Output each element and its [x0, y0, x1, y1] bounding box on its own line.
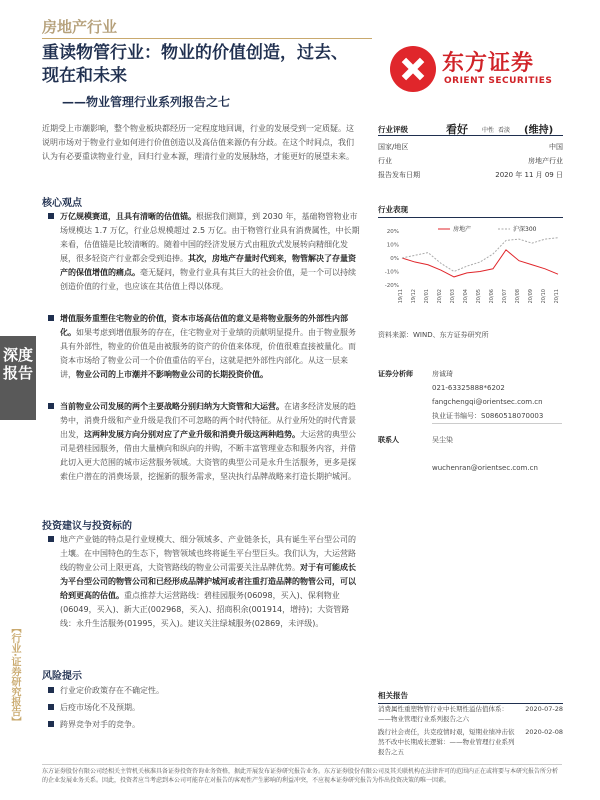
analyst-name: 房诚琦	[432, 370, 453, 378]
bullet-marker	[48, 403, 54, 409]
header-divider	[42, 38, 372, 39]
series-line-1	[402, 238, 558, 272]
series-line-0	[402, 250, 558, 277]
rating-bearish: 看淡	[498, 127, 511, 134]
bullet-lead: 增值服务重塑住宅物业的价值，资本市场高估值的意义是将物业服务的外部性内部化。	[60, 314, 348, 337]
invest-tail: 重点推荐大运营路线：碧桂园服务(06098，买入)、保利物业(06049，买入)、新大正(002968，买入)、招商积余(001914，增持)；大资管路线：永升生活服务(01995，买入)。建议关注绿城服务(02869，未评级)。	[60, 591, 350, 628]
info-row: 报告发布日期 2020 年 11 月 09 日	[378, 171, 563, 179]
x-tick-label: 20/11	[554, 289, 560, 304]
analyst-email: fangchengqi@orientsec.com.cn	[432, 398, 543, 406]
report-type-tab: 深度报告	[0, 336, 36, 420]
analyst-phone: 021-63325888*6202	[432, 384, 505, 392]
bullet-marker	[48, 213, 54, 219]
bullet-bold: 物业公司的上市潮并不影响物业公司的长期投资价值。	[76, 370, 268, 379]
core-bullet-2	[48, 312, 360, 382]
related-report[interactable]: 践行社会责任，共克疫情时艰，短期业绩冲击依然不改中长期成长逻辑：——物业管理行业系列报告之五 2020-02-08	[378, 728, 563, 756]
bullet-tail: 大运营的典型公司是碧桂园服务，借由大量横向和纵向的并购，不断丰富管理业态和服务内容，并借此切入更大范围的城市运营服务领域。大资管的典型公司是永升生活服务，更多是探索住户潜在的消费场景，挖掘新的服务需求，坚决执行品牌战略来打造长期护城河。	[60, 430, 356, 481]
report-title: 重读物管行业：物业的价值创造，过去、现在和未来	[42, 43, 348, 86]
rating-value: 看好	[446, 123, 468, 136]
invest-bold: 对于有可能成长为平台型公司的物管公司和已经形成品牌护城河或者注重打造品牌的物管公司，可以给到更高的估值。	[60, 563, 356, 600]
core-bullet-3	[48, 400, 360, 484]
x-tick-label: 20/03	[450, 289, 456, 304]
info-row: 行业 房地产行业	[378, 157, 563, 165]
category-label: 房地产行业	[42, 18, 118, 36]
bullet-lead: 万亿规模赛道，且具有清晰的估值锚。	[60, 212, 196, 221]
x-tick-label: 20/10	[541, 289, 547, 304]
rating-neutral: 中性	[482, 127, 495, 134]
bullet-bold: 其次，房地产存量时代到来，物管解决了存量资产的保值增值的痛点。	[60, 254, 356, 277]
report-side-strip: 【行业·证券研究报告】	[9, 623, 20, 727]
bullet-marker	[48, 536, 54, 542]
x-tick-label: 20/08	[515, 289, 521, 304]
x-tick-label: 19/11	[398, 289, 404, 304]
chart-source: 资料来源：WIND、东方证券研究所	[378, 331, 489, 339]
perf-title: 行业表现	[378, 204, 563, 218]
x-tick-label: 20/05	[476, 289, 482, 304]
y-tick-label: -10%	[384, 269, 399, 276]
core-bullet-1	[48, 210, 360, 294]
contact-name: 吴尘染	[432, 436, 453, 444]
related-report[interactable]: 消费属性重塑物管行业中长期性溢估值体系：——物业管理行业系列报告之六 2020-07-28	[378, 705, 563, 723]
footer-disclaimer: 东方证券股份有限公司经相关主管机关核准具备证券投资咨询业务资格，据此开展发布证券研究报告业务。东方证券股份有限公司及其关联机构在法律许可的范围内正在或将要与本研究报告所分析的企业发展业务关系。因此，投资者应当考虑到本公司可能存在对报告的客观性产生影响的利益冲突，不应视本证券研究报告为作出投资决策的唯一因素。	[42, 764, 562, 785]
invest-text: 地产产业链的特点是行业规模大、细分领域多、产业链条长，具有诞生平台型公司的土壤。在中国特色的生态下，物管领域也终将诞生平台型巨头。我们认为，大运营路线的物业公司上限更高，大资管路线的物业公司需要关注品牌优势。	[60, 535, 356, 572]
industry-performance-chart	[378, 225, 563, 325]
logo-text-en: ORIENT SECURITIES	[444, 76, 553, 86]
intro-paragraph: 近期受上市潮影响，整个物业板块都经历一定程度地回调，行业的发展受到一定质疑。这说明市场对于物业行业如何进行价值创造以及高估值来源仍有分歧。在这个时间点，我们认为有必要重读物业行业，回归行业本源，理清行业的发展脉络，才能更好的展望未来。	[42, 124, 354, 161]
bullet-marker	[48, 315, 54, 321]
bullet-lead: 当前物业公司发展的两个主要战略分别归纳为大资管和大运营。	[60, 402, 284, 411]
risk-item: 后疫市场化不及预期。	[48, 701, 360, 715]
logo-mark-icon	[390, 46, 436, 92]
risk-title: 风险提示	[42, 671, 82, 682]
analyst-cert: 执业证书编号：S0860518070003	[432, 410, 562, 424]
risk-item: 跨界竞争对手的竞争。	[48, 718, 360, 732]
x-tick-label: 20/06	[489, 289, 495, 304]
invest-bullet	[48, 533, 360, 631]
y-tick-label: 10%	[386, 242, 399, 249]
report-subtitle: ——物业管理行业系列报告之七	[62, 95, 231, 109]
bullet-text: 如果考虑到增值服务的存在，住宅物业对于业绩的贡献明显提升。由于物业服务具有外部性，物业的价值是由被服务的资产的价值来体现，价值很难直接被量化。而资本市场给了物业公司一个价值重估的平台，这就是把外部性内部化。从这一层来讲，	[60, 328, 356, 379]
x-tick-label: 20/01	[424, 289, 430, 304]
y-tick-label: 0%	[390, 256, 399, 262]
y-tick-label: 20%	[386, 229, 399, 235]
x-tick-label: 20/09	[528, 289, 534, 304]
risk-item: 行业定价政策存在不确定性。	[48, 684, 360, 698]
x-tick-label: 19/12	[411, 289, 417, 304]
bullet-text: 根据我们测算，到 2030 年，基础物管物业市场规模达 1.7 万亿，行业总规模超过 2.5 万亿。由于物管行业具有消费属性，中长期来看，估值锚是比较清晰的。随着中国的经济发展方式由粗放式发展转向精细化发展，很多轻资产行业都会受到追捧。	[60, 212, 360, 263]
bullet-marker	[48, 721, 54, 727]
x-tick-label: 20/02	[437, 289, 443, 304]
contact-email: wuchenran@orientsec.com.cn	[432, 464, 538, 472]
rating-maintain: (维持)	[524, 125, 554, 136]
bullet-marker	[48, 704, 54, 710]
bullet-tail: 毫无疑问，物业行业具有其巨大的社会价值，是一个可以持续创造价值的行业，也应该在其估值上得以体现。	[60, 268, 356, 291]
rating-label: 行业评级	[378, 125, 408, 134]
legend-label: 房地产	[453, 226, 472, 233]
contact-label: 联系人	[378, 436, 399, 444]
brand-logo	[390, 42, 570, 98]
x-tick-label: 20/04	[463, 289, 469, 304]
bullet-text: 在诸多经济发展的趋势中，消费升级和产业升级是我们不可忽略的两个时代特征。从行业所处的时代背景出发，	[60, 402, 356, 439]
y-tick-label: -20%	[384, 283, 399, 289]
bullet-bold: 这两种发展方向分别对应了产业升级和消费升级这两种趋势。	[84, 430, 300, 439]
bullet-marker	[48, 687, 54, 693]
industry-rating	[378, 122, 563, 136]
info-row: 国家/地区 中国	[378, 143, 563, 151]
logo-text-cn: 东方证券	[442, 51, 535, 76]
analyst-label: 证券分析师	[378, 370, 413, 378]
invest-title: 投资建议与投资标的	[42, 521, 132, 532]
related-title: 相关报告	[378, 690, 563, 704]
core-title: 核心观点	[42, 198, 82, 209]
legend-label: 沪深300	[513, 226, 537, 233]
x-tick-label: 20/07	[502, 289, 508, 304]
